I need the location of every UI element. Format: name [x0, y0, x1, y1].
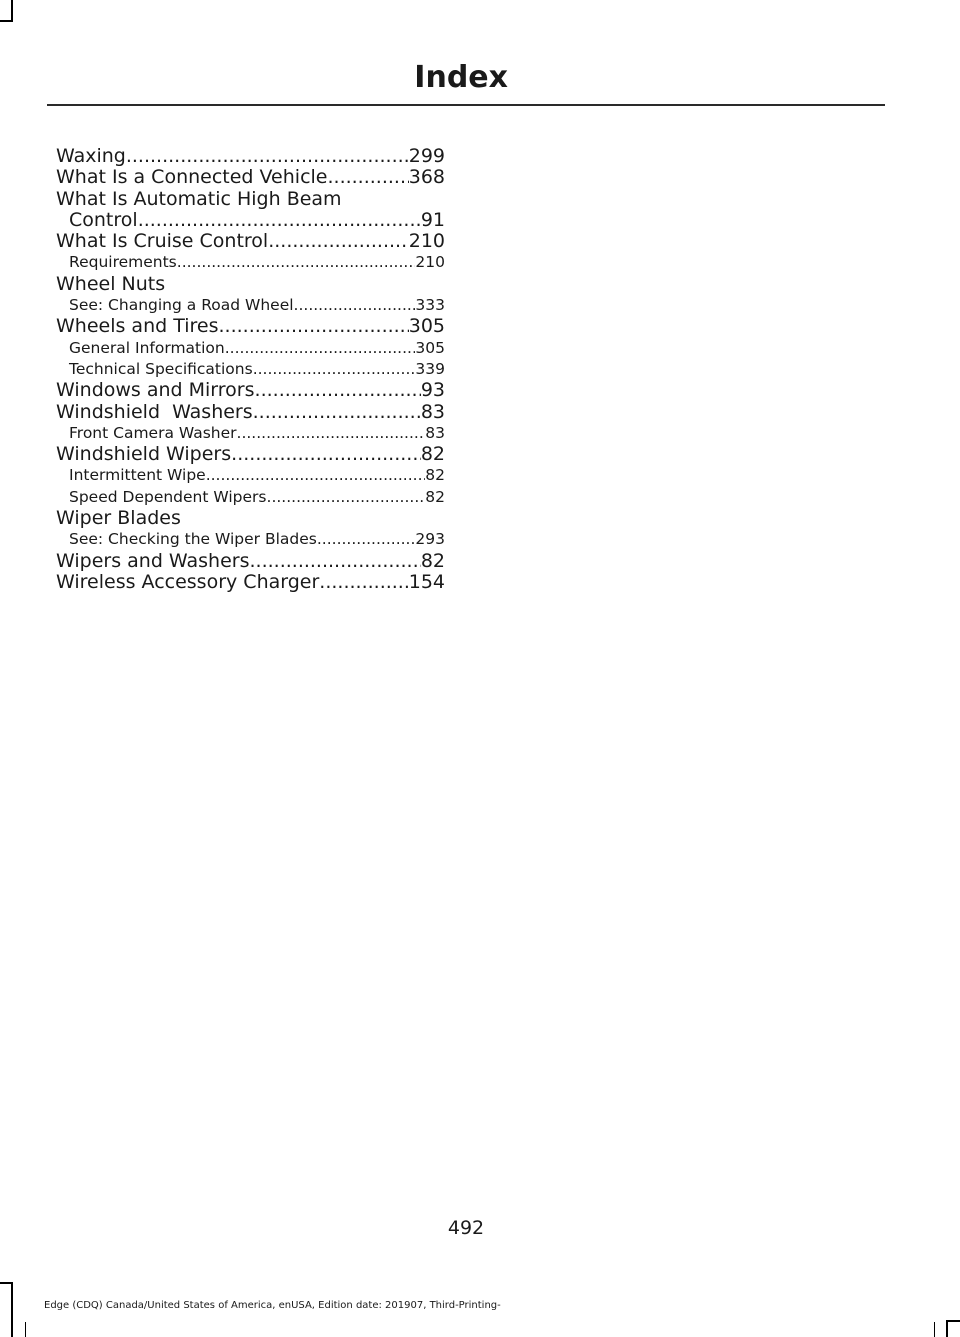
crop-mark: [0, 1282, 12, 1284]
dot-leader: [317, 529, 416, 550]
index-subentry-page: 333: [415, 296, 445, 315]
dot-leader: [225, 338, 416, 359]
index-entry-label: Control: [69, 209, 138, 231]
dot-leader: [253, 402, 421, 423]
crop-mark: [11, 1282, 13, 1337]
index-entry-page: 93: [420, 380, 445, 402]
dot-leader: [250, 551, 421, 572]
index-entry-label: What Is a Connected Vehicle: [56, 167, 328, 189]
dot-leader: [255, 380, 421, 401]
index-entry-page: 305: [408, 316, 445, 338]
dot-leader: [294, 295, 416, 316]
index-entry-label: Wireless Accessory Charger: [56, 571, 320, 593]
index-subentry[interactable]: [56, 359, 445, 380]
index-heading: Wheel Nuts: [56, 272, 166, 295]
index-entry-label: Windshield Wipers: [56, 444, 232, 466]
index-subentry-label: Requirements: [69, 253, 177, 272]
crop-mark: [934, 1322, 935, 1337]
index-subentry[interactable]: [56, 487, 445, 508]
index-entry[interactable]: [56, 402, 445, 423]
index-entry-label: Windshield Washers: [56, 401, 253, 423]
dot-leader: [219, 316, 409, 337]
index-entry[interactable]: [56, 444, 445, 465]
dot-leader: [231, 444, 421, 465]
dot-leader: [253, 359, 416, 380]
header-divider: [47, 104, 885, 106]
page-title: Index: [414, 60, 508, 95]
index-subentry-page: 339: [415, 359, 445, 378]
crop-mark: [946, 1320, 948, 1337]
index-entry-label: Wipers and Washers: [56, 550, 250, 572]
index-subentry-label: Speed Dependent Wipers: [69, 487, 267, 506]
dot-leader: [206, 465, 426, 486]
index-subentry-label: Technical Specifications: [69, 359, 253, 378]
index-subentry-page: 83: [425, 423, 445, 442]
index-entry[interactable]: [56, 167, 445, 188]
index-entry-page: 210: [408, 231, 445, 253]
index-entry-label: Windows and Mirrors: [56, 380, 255, 402]
index-subentry-page: 293: [415, 530, 445, 549]
index-subentry-label: General Information: [69, 338, 225, 357]
page-number: 492: [447, 1217, 485, 1239]
index-entry-page: 82: [420, 444, 445, 466]
index-heading: Wiper Blades: [56, 507, 181, 530]
index-entry[interactable]: [56, 380, 445, 401]
index-subentry[interactable]: [56, 423, 445, 444]
dot-leader: [319, 572, 408, 593]
index-entry-label: Waxing: [56, 146, 126, 167]
dot-leader: [126, 146, 409, 167]
index-subentry[interactable]: [56, 465, 445, 486]
crop-mark: [25, 1322, 26, 1337]
dot-leader: [268, 231, 409, 252]
index-entry[interactable]: [56, 572, 445, 593]
dot-leader: [327, 167, 408, 188]
index-subentry-page: 82: [425, 487, 445, 506]
index-list: [56, 146, 445, 593]
index-subentry-page: 305: [415, 338, 445, 357]
dot-leader: [267, 487, 426, 508]
index-entry-page: 91: [420, 209, 445, 231]
crop-mark: [946, 1320, 960, 1322]
index-entry-label: What Is Automatic High Beam: [56, 187, 342, 210]
index-subentry[interactable]: [56, 338, 445, 359]
index-subentry[interactable]: [56, 295, 445, 316]
index-entry[interactable]: [56, 316, 445, 337]
crop-mark: [11, 0, 13, 22]
index-entry-continuation: [56, 210, 445, 231]
index-subentry-page: 82: [425, 466, 445, 485]
index-subentry[interactable]: [56, 252, 445, 273]
index-subentry-label: Intermittent Wipe: [69, 466, 206, 485]
index-entry-label: Wheels and Tires: [56, 316, 219, 338]
index-entry-wrapped[interactable]: [56, 189, 445, 232]
index-subentry-label: See: Changing a Road Wheel: [69, 296, 294, 315]
edition-footer: Edge (CDQ) Canada/United States of America, enUSA, Edition date: 201907, Third-Printing-: [44, 1300, 501, 1311]
index-entry[interactable]: [56, 146, 445, 167]
dot-leader: [237, 423, 426, 444]
index-entry-page: 299: [408, 146, 445, 167]
index-entry[interactable]: [56, 231, 445, 252]
crop-mark: [0, 20, 12, 22]
dot-leader: [138, 210, 421, 231]
index-entry-page: 368: [408, 167, 445, 189]
index-subentry-label: See: Checking the Wiper Blades: [69, 530, 317, 549]
index-entry-page: 82: [420, 550, 445, 572]
index-entry[interactable]: [56, 551, 445, 572]
index-subentry-label: Front Camera Washer: [69, 423, 237, 442]
dot-leader: [177, 252, 416, 273]
index-subentry-page: 210: [415, 253, 445, 272]
index-entry-page: 154: [408, 571, 445, 593]
index-entry-label: What Is Cruise Control: [56, 231, 269, 253]
index-subentry[interactable]: [56, 529, 445, 550]
index-entry-page: 83: [420, 401, 445, 423]
